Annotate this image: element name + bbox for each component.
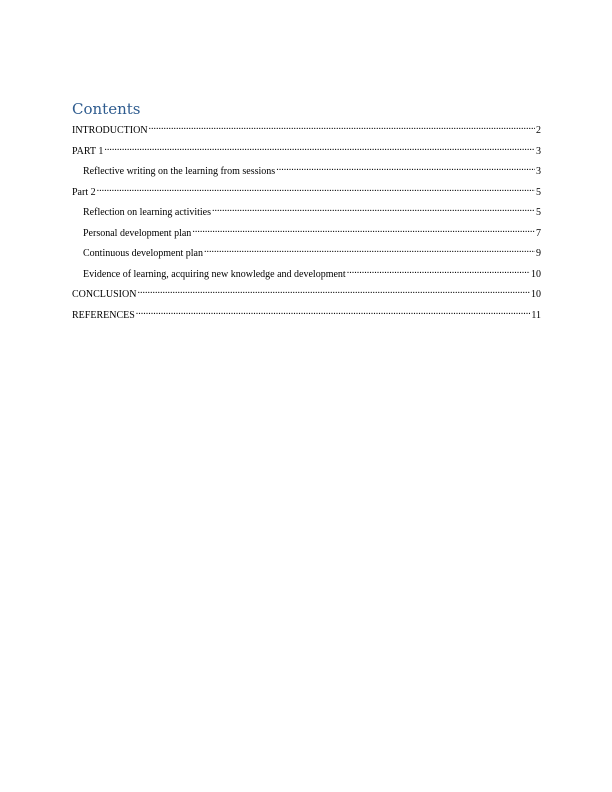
toc-entry-title: Reflective writing on the learning from sessions bbox=[83, 166, 276, 177]
dot-leader bbox=[204, 242, 535, 256]
toc-entry-page: 10 bbox=[531, 268, 541, 280]
toc-entry-page: 5 bbox=[536, 186, 541, 198]
dot-leader bbox=[192, 222, 535, 236]
toc-entry-page: 10 bbox=[531, 289, 541, 300]
toc-entry-references[interactable] bbox=[72, 304, 541, 325]
toc-entry-title: Personal development plan bbox=[83, 227, 192, 239]
toc-entry-title: INTRODUCTION bbox=[72, 125, 148, 136]
toc-entry-continuous-development-plan[interactable] bbox=[72, 242, 541, 263]
toc-entry-page: 7 bbox=[536, 227, 541, 239]
toc-entry-page: 9 bbox=[536, 248, 541, 259]
toc-entry-page: 5 bbox=[536, 207, 541, 218]
toc-heading: Contents bbox=[72, 100, 141, 118]
dot-leader bbox=[347, 263, 530, 277]
toc-entry-page: 3 bbox=[536, 145, 541, 157]
toc-entry-evidence-of-learning[interactable] bbox=[72, 263, 541, 284]
dot-leader bbox=[97, 181, 535, 195]
toc-entry-page: 2 bbox=[536, 125, 541, 136]
toc-entry-personal-development-plan[interactable] bbox=[72, 222, 541, 243]
toc-entry-title: Reflection on learning activities bbox=[83, 207, 212, 218]
toc-entry-title: REFERENCES bbox=[72, 309, 135, 321]
table-of-contents bbox=[72, 119, 541, 324]
toc-entry-part-2[interactable] bbox=[72, 181, 541, 202]
toc-entry-title: CONCLUSION bbox=[72, 289, 137, 300]
toc-entry-title: Part 2 bbox=[72, 186, 96, 198]
toc-entry-page: 3 bbox=[536, 166, 541, 177]
toc-entry-reflective-writing[interactable] bbox=[72, 160, 541, 181]
toc-entry-title: Continuous development plan bbox=[83, 248, 203, 259]
dot-leader bbox=[137, 283, 530, 297]
toc-entry-title: Evidence of learning, acquiring new knowledge and development bbox=[83, 268, 346, 280]
toc-entry-part-1[interactable] bbox=[72, 140, 541, 161]
dot-leader bbox=[276, 160, 535, 174]
toc-entry-introduction[interactable] bbox=[72, 119, 541, 140]
toc-entry-page: 11 bbox=[531, 309, 541, 321]
toc-entry-reflection-on-learning[interactable] bbox=[72, 201, 541, 222]
toc-entry-title: PART 1 bbox=[72, 145, 104, 157]
dot-leader bbox=[104, 140, 535, 154]
toc-entry-conclusion[interactable] bbox=[72, 283, 541, 304]
dot-leader bbox=[212, 201, 535, 215]
dot-leader bbox=[149, 119, 535, 133]
dot-leader bbox=[136, 304, 531, 318]
